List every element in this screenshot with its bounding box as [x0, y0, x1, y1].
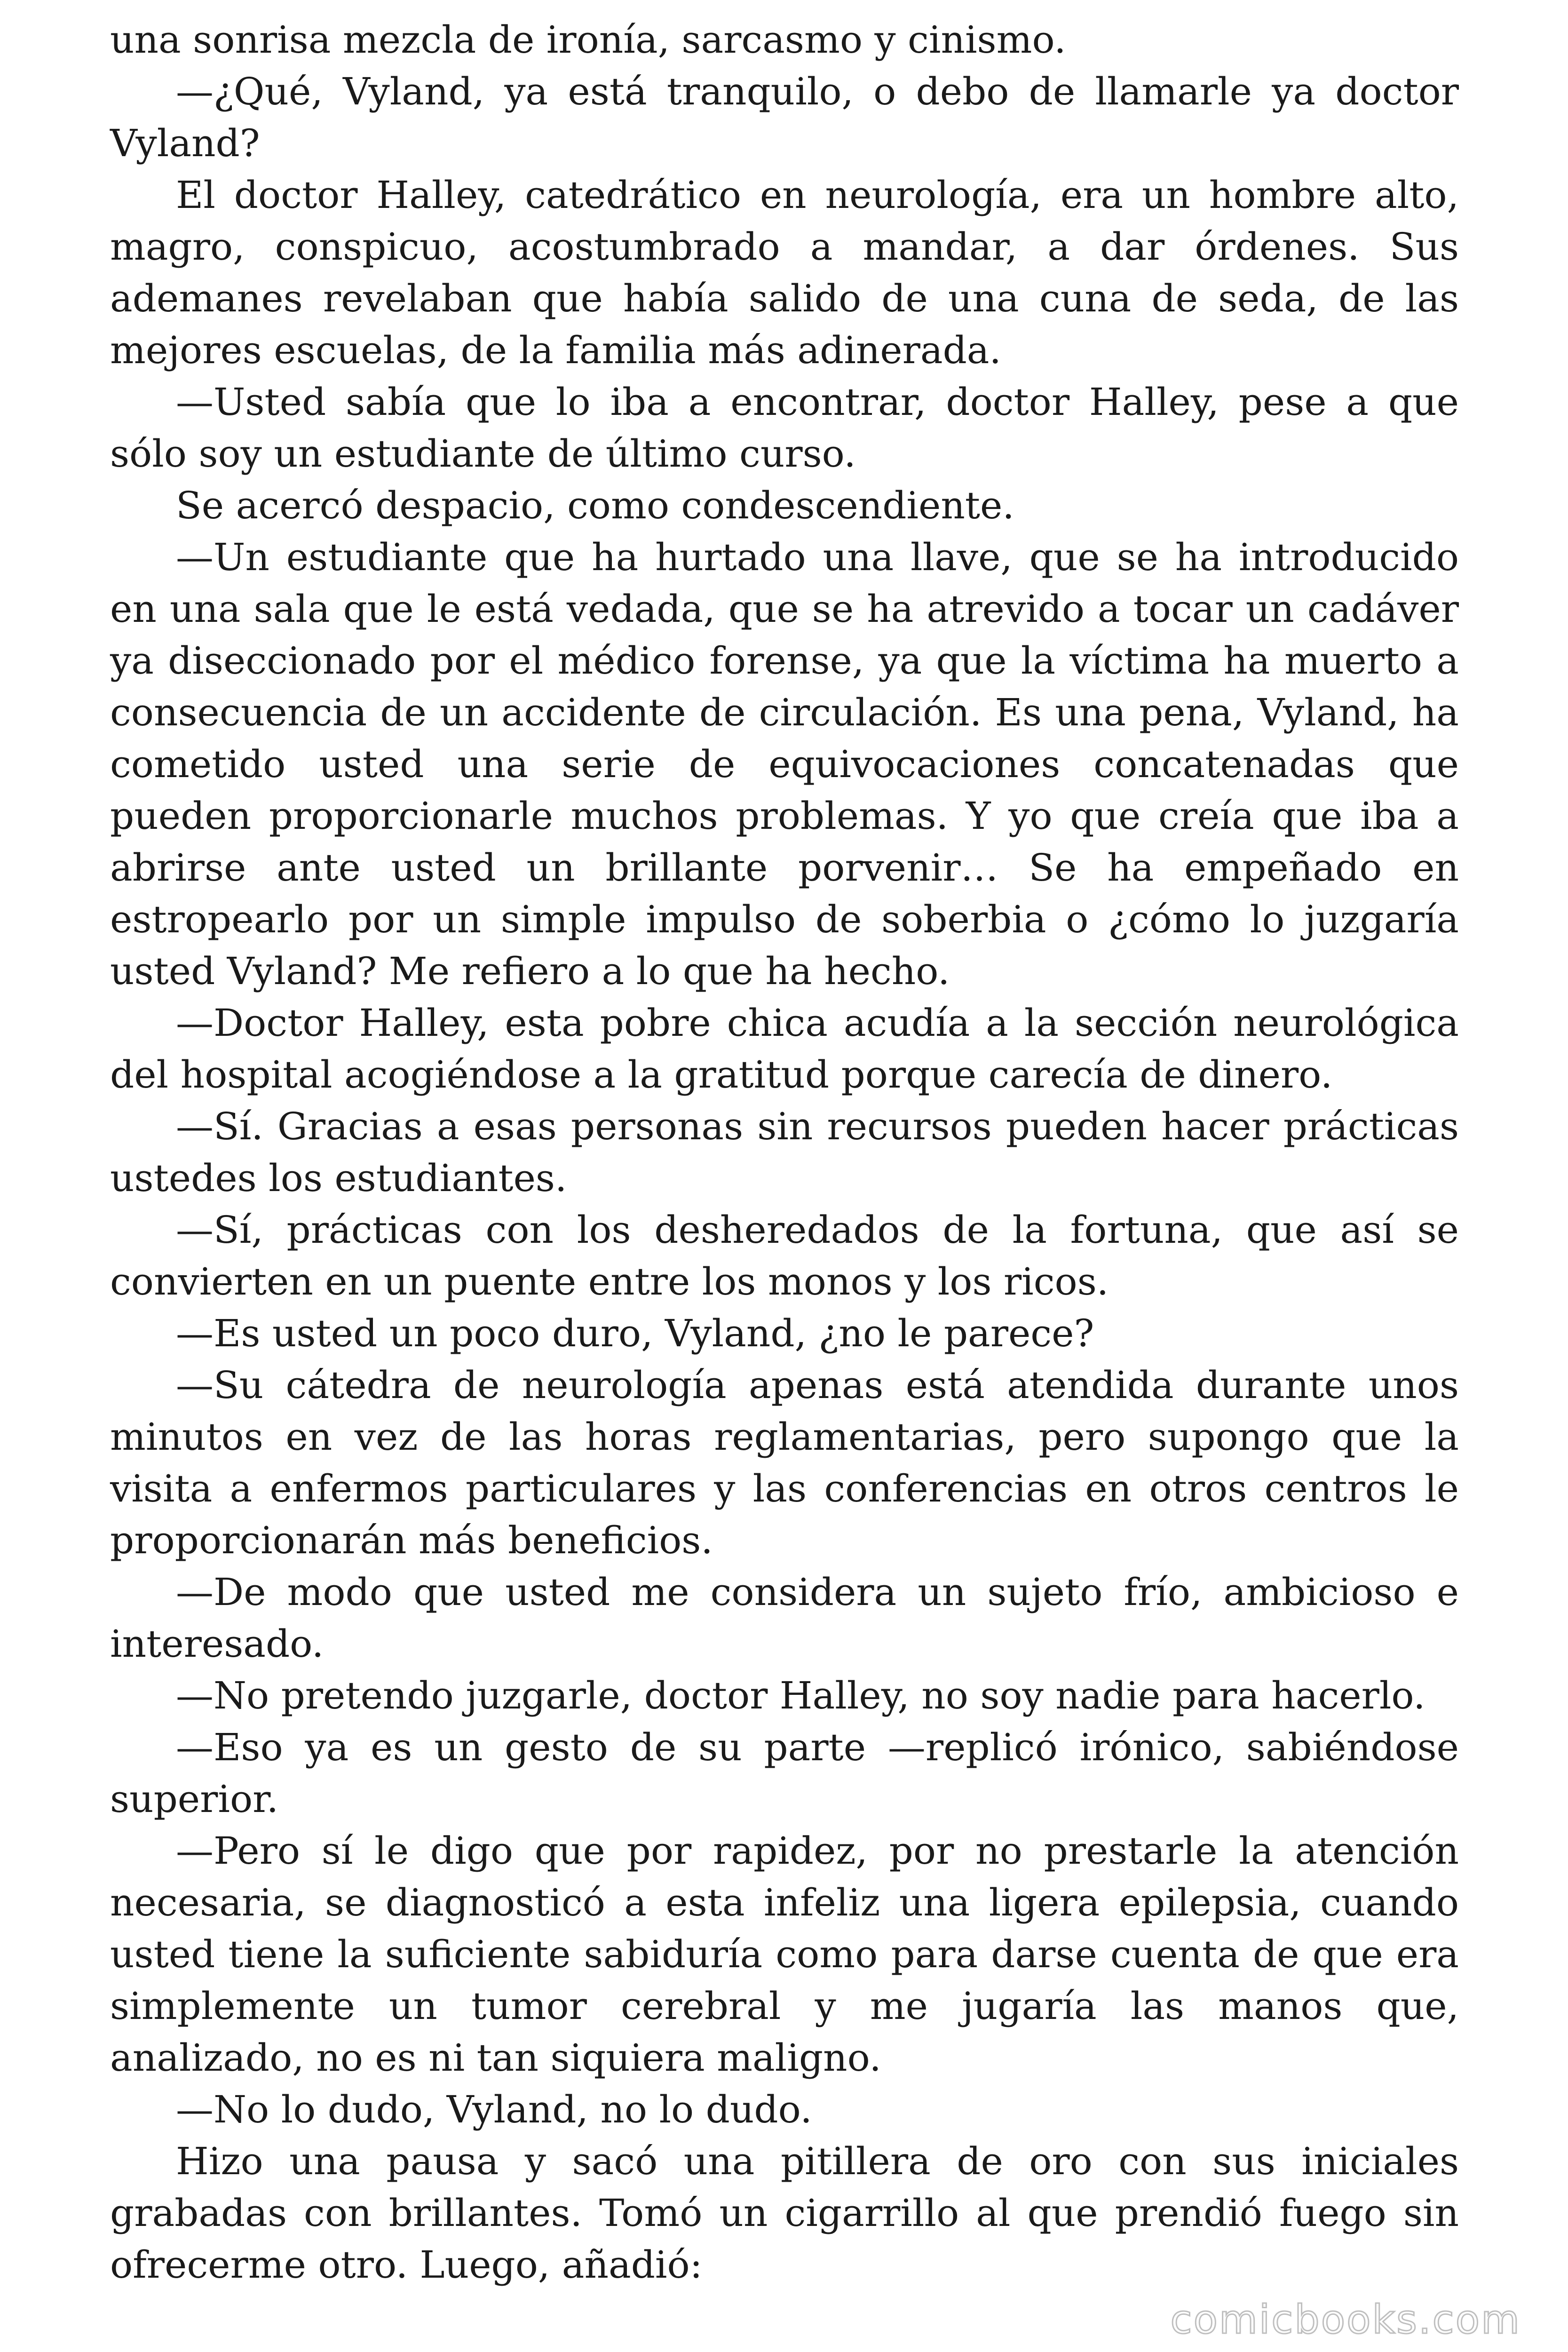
paragraph: —Es usted un poco duro, Vyland, ¿no le parece?	[176, 1311, 1094, 1355]
paragraph: Se acercó despacio, como condescendiente.	[176, 484, 1014, 527]
paragraph: —De modo que usted me considera un sujeto frío, ambicioso e interesado.	[110, 1570, 1459, 1666]
paragraph: —Doctor Halley, esta pobre chica acudía a la sección neurológica del hospital acogiéndose a la gratitud porque carecía de dinero.	[110, 1001, 1459, 1097]
paragraph: —No pretendo juzgarle, doctor Halley, no soy nadie para hacerlo.	[176, 1674, 1425, 1717]
page-text-body	[110, 14, 1459, 2291]
paragraph: —Un estudiante que ha hurtado una llave, que se ha introducido en una sala que le está vedada, que se ha atrevido a tocar un cadáver ya diseccionado por el médico forense, ya que la víctima ha muerto a consecuencia de un accidente de circulación. Es una pena, Vyland, ha cometido usted una serie de equivocaciones concatenadas que pueden proporcionarle muchos problemas. Y yo que creía que iba a abrirse ante usted un brillante porvenir… Se ha empeñado en estropearlo por un simple impulso de soberbia o ¿cómo lo juzgaría usted Vyland? Me refiero a lo que ha hecho.	[110, 535, 1459, 993]
book-page	[110, 0, 1459, 2352]
paragraph: —No lo dudo, Vyland, no lo dudo.	[176, 2088, 812, 2131]
paragraph: —Sí, prácticas con los desheredados de la fortuna, que así se convierten en un puente entre los monos y los ricos.	[110, 1208, 1459, 1303]
paragraph: —Pero sí le digo que por rapidez, por no prestarle la atención necesaria, se diagnosticó a esta infeliz una ligera epilepsia, cuando usted tiene la suficiente sabiduría como para darse cuenta de que era simplemente un tumor cerebral y me jugaría las manos que, analizado, no es ni tan siquiera maligno.	[110, 1829, 1459, 2080]
paragraph: —Eso ya es un gesto de su parte —replicó irónico, sabiéndose superior.	[110, 1725, 1459, 1821]
paragraph: una sonrisa mezcla de ironía, sarcasmo y cinismo.	[110, 18, 1066, 62]
paragraph: —Sí. Gracias a esas personas sin recursos pueden hacer prácticas ustedes los estudiantes.	[110, 1104, 1459, 1200]
paragraph: —Su cátedra de neurología apenas está atendida durante unos minutos en vez de las horas reglamentarias, pero supongo que la visita a enfermos particulares y las conferencias en otros centros le proporcionarán más beneficios.	[110, 1363, 1459, 1562]
paragraph: El doctor Halley, catedrático en neurología, era un hombre alto, magro, conspicuo, acostumbrado a mandar, a dar órdenes. Sus ademanes revelaban que había salido de una cuna de seda, de las mejores escuelas, de la familia más adinerada.	[110, 173, 1459, 372]
watermark: comicbooks.com	[1170, 2296, 1521, 2343]
paragraph: —¿Qué, Vyland, ya está tranquilo, o debo de llamarle ya doctor Vyland?	[110, 70, 1459, 165]
paragraph: —Usted sabía que lo iba a encontrar, doctor Halley, pese a que sólo soy un estudiante de último curso.	[110, 380, 1459, 476]
paragraph: Hizo una pausa y sacó una pitillera de oro con sus iniciales grabadas con brillantes. Tomó un cigarrillo al que prendió fuego sin ofrecerme otro. Luego, añadió:	[110, 2139, 1459, 2287]
